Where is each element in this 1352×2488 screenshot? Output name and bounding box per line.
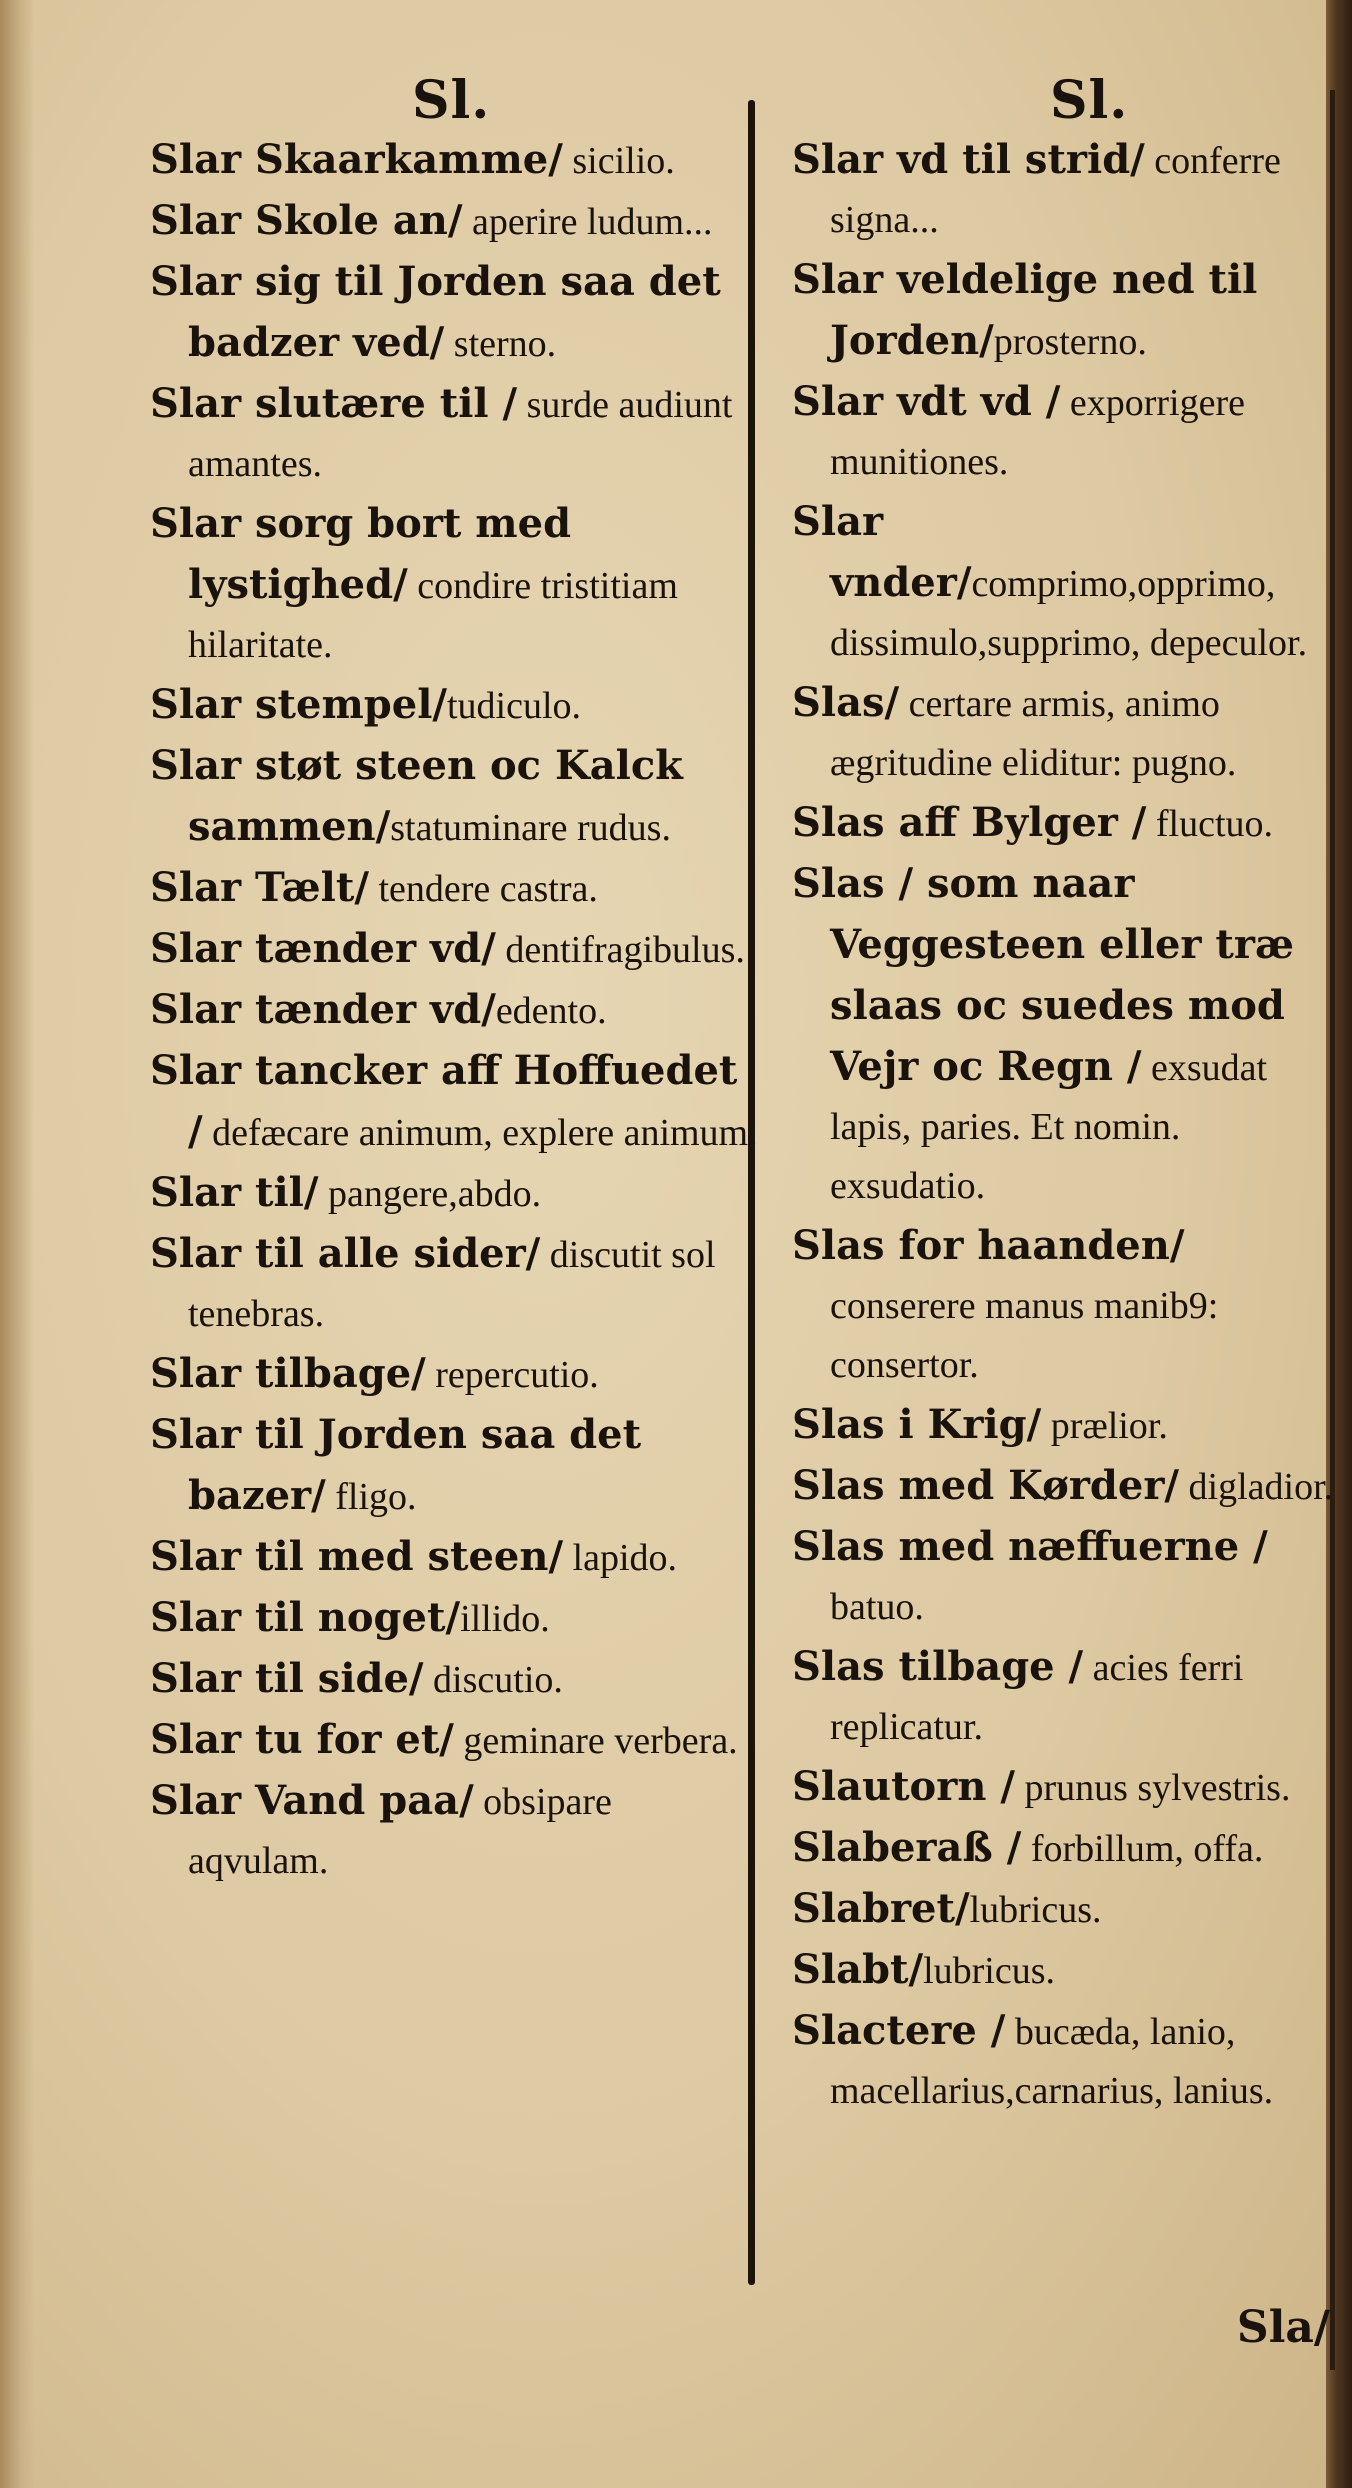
- headword: Slas aff Bylger /: [792, 799, 1147, 846]
- gloss: sterno.: [444, 323, 557, 365]
- headword: Slar til side/: [150, 1655, 424, 1702]
- headword: Slar sorg bort med lystighed/: [150, 500, 572, 608]
- headword: Slar til noget/: [150, 1594, 461, 1641]
- dictionary-entry: [150, 1771, 760, 1891]
- gloss: bucæda, lanio, macellarius,carnarius, lanius.: [830, 2011, 1274, 2112]
- dictionary-entry: [150, 130, 760, 191]
- headword: Slabret/: [792, 1885, 970, 1932]
- dictionary-entry: [150, 494, 760, 675]
- headword: Slaberaß /: [792, 1824, 1022, 1871]
- headword: Slas for haanden/: [792, 1222, 1185, 1269]
- headword: Slar tænder vd/: [150, 986, 496, 1033]
- dictionary-entry: [150, 980, 760, 1041]
- dictionary-entry: [792, 2001, 1337, 2121]
- dictionary-entry: [792, 1395, 1337, 1456]
- gloss: comprimo,opprimo, dissimulo,supprimo, depeculor.: [830, 563, 1308, 664]
- gloss: batuo.: [830, 1586, 924, 1628]
- gloss: tudiculo.: [447, 685, 582, 727]
- gloss: aperire ludum...: [462, 201, 713, 243]
- headword: Slas i Krig/: [792, 1401, 1042, 1448]
- headword: Slar vdt vd /: [792, 378, 1061, 425]
- gloss: exporrigere munitiones.: [830, 382, 1245, 483]
- dictionary-entry: [150, 1649, 760, 1710]
- gloss: forbillum, offa.: [1021, 1828, 1264, 1870]
- dictionary-entry: [150, 858, 760, 919]
- dictionary-entry: [792, 130, 1337, 250]
- headword: Slar veldelige ned til Jorden/: [792, 256, 1258, 364]
- dictionary-entry: [150, 1163, 760, 1224]
- headword: Slas/: [792, 679, 900, 726]
- gloss: condire tristitiam hilaritate.: [188, 565, 678, 666]
- headword: Slar tænder vd/: [150, 925, 496, 972]
- gloss: repercutio.: [425, 1354, 599, 1396]
- headword: Slar slutære til /: [150, 380, 518, 427]
- dictionary-entry: [150, 919, 760, 980]
- headword: Slas med næffuerne /: [792, 1523, 1268, 1570]
- headword: Slar til alle sider/: [150, 1230, 541, 1277]
- dictionary-entry: [150, 191, 760, 252]
- headword: Slas tilbage /: [792, 1643, 1084, 1690]
- gloss: discutio.: [423, 1659, 563, 1701]
- headword: Slas / som naar Veggesteen eller træ slaas oc suedes mod Vejr oc Regn /: [792, 860, 1294, 1090]
- gloss: conferre signa...: [830, 140, 1281, 241]
- headword: Slar Vand paa/: [150, 1777, 474, 1824]
- dictionary-entry: [150, 1344, 760, 1405]
- headword: Slautorn /: [792, 1763, 1015, 1810]
- dictionary-entry: [792, 372, 1337, 492]
- dictionary-entry: [792, 1637, 1337, 1757]
- gloss: obsipare aqvulam.: [188, 1781, 612, 1882]
- headword: Slar tancker aff Hoffuedet /: [150, 1047, 738, 1155]
- gloss: acies ferri replicatur.: [830, 1647, 1244, 1748]
- headword: Slar Tælt/: [150, 864, 369, 911]
- dictionary-entry: [792, 1216, 1337, 1395]
- headword: Slas med Kørder/: [792, 1462, 1180, 1509]
- dictionary-entry: [792, 492, 1337, 673]
- headword: Slar til/: [150, 1169, 319, 1216]
- headword: Slar tilbage/: [150, 1350, 426, 1397]
- gloss: prunus sylvestris.: [1014, 1767, 1291, 1809]
- dictionary-entry: [792, 673, 1337, 793]
- gloss: surde audiunt amantes.: [188, 384, 733, 485]
- gloss: defæcare animum, explere animum.: [202, 1112, 758, 1154]
- gloss: exsudat lapis, paries. Et nomin. exsudatio.: [830, 1047, 1268, 1207]
- headword: Slar til med steen/: [150, 1533, 564, 1580]
- gloss: discutit sol tenebras.: [188, 1234, 716, 1335]
- dictionary-entry: [792, 854, 1337, 1216]
- dictionary-entry: [792, 1940, 1337, 2001]
- gloss: certare armis, animo ægritudine eliditur: pugno.: [830, 683, 1237, 784]
- dictionary-entry: [150, 1588, 760, 1649]
- left-column: [150, 130, 760, 1891]
- dictionary-entry: [792, 250, 1337, 372]
- dictionary-entry: [792, 1879, 1337, 1940]
- gloss: statuminare rudus.: [390, 807, 671, 849]
- gloss: tendere castra.: [368, 868, 598, 910]
- headword: Slactere /: [792, 2007, 1006, 2054]
- headword: Slabt/: [792, 1946, 924, 1993]
- gloss: sicilio.: [562, 140, 675, 182]
- dictionary-entry: [792, 793, 1337, 854]
- header-right: Sl.: [1050, 70, 1129, 131]
- headword: Slar til Jorden saa det bazer/: [150, 1411, 642, 1519]
- dictionary-entry: [792, 1818, 1337, 1879]
- gloss: geminare verbera.: [453, 1720, 738, 1762]
- gloss: fligo.: [325, 1476, 417, 1518]
- right-column: [792, 130, 1337, 2121]
- headword: Slar sig til Jorden saa det badzer ved/: [150, 258, 721, 366]
- dictionary-entry: [150, 1527, 760, 1588]
- dictionary-entry: [150, 252, 760, 374]
- gloss: illido.: [460, 1598, 550, 1640]
- gloss: prosterno.: [993, 321, 1147, 363]
- headword: Slar tu for et/: [150, 1716, 454, 1763]
- headword: Slar stempel/: [150, 681, 447, 728]
- gloss: fluctuo.: [1146, 803, 1274, 845]
- dictionary-entry: [792, 1517, 1337, 1637]
- dictionary-entry: [792, 1757, 1337, 1818]
- dictionary-entry: [150, 1041, 760, 1163]
- dictionary-entry: [150, 1405, 760, 1527]
- dictionary-entry: [150, 1224, 760, 1344]
- gloss: lubricus.: [969, 1889, 1102, 1931]
- headword: Slar Skaarkamme/: [150, 136, 563, 183]
- headword: Slar vnder/: [792, 498, 972, 606]
- headword: Slar vd til strid/: [792, 136, 1145, 183]
- page-left-edge: [0, 0, 34, 2488]
- headword: Slar støt steen oc Kalck sammen/: [150, 742, 683, 850]
- gloss: edento.: [495, 990, 607, 1032]
- header-left: Sl.: [412, 70, 491, 131]
- dictionary-entry: [150, 736, 760, 858]
- gloss: lubricus.: [923, 1950, 1055, 1992]
- dictionary-entry: [150, 675, 760, 736]
- headword: Slar Skole an/: [150, 197, 463, 244]
- dictionary-entry: [150, 374, 760, 494]
- gloss: pangere,abdo.: [318, 1173, 542, 1215]
- gloss: prælior.: [1041, 1405, 1168, 1447]
- gloss: dentifragibulus.: [495, 929, 745, 971]
- gloss: lapido.: [563, 1537, 678, 1579]
- dictionary-entry: [150, 1710, 760, 1771]
- dictionary-entry: [792, 1456, 1337, 1517]
- gloss: digladior.: [1179, 1466, 1334, 1508]
- gloss: conserere manus manib9: consertor.: [830, 1285, 1219, 1386]
- catchword: Sla/: [1236, 2302, 1330, 2353]
